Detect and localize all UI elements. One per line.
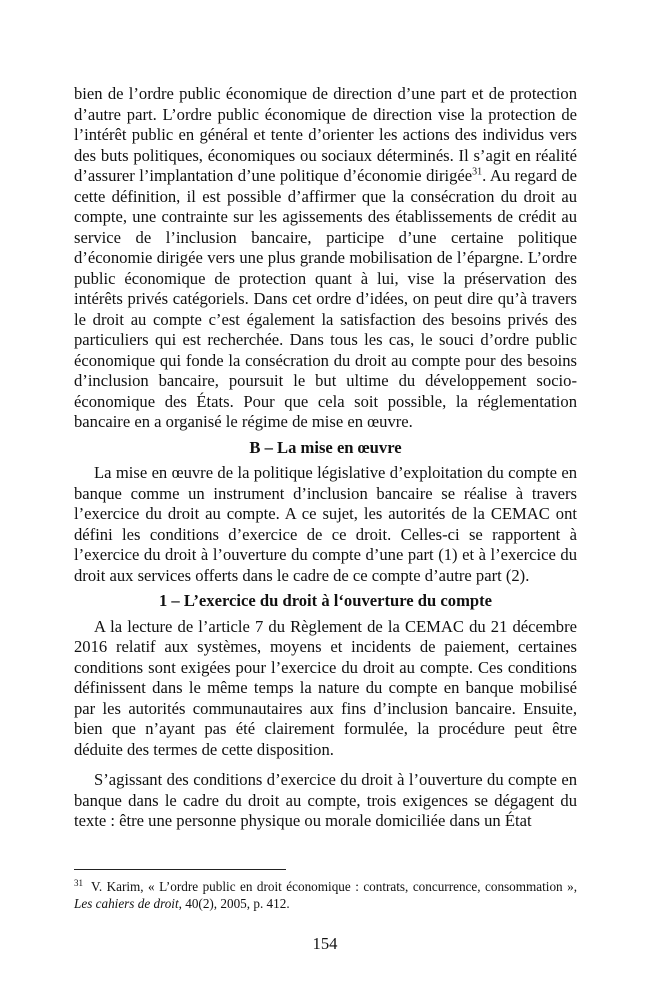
footnote-journal-title: Les cahiers de droit (74, 896, 179, 911)
section-heading-b: B – La mise en œuvre (249, 437, 402, 457)
paragraph-mise-en-oeuvre: La mise en œuvre de la politique législative d’exploitation du compte en banque comme un instrument d’inclusion bancaire se réalise à travers l’exercice du droit au compte. A ce sujet, les autorités de la CEMAC ont défini les conditions d’exercice de ce droit. Celles-ci se rapportent à l’exercice du droit à l’ouverture du compte d’une part (1) et à l’exercice du droit aux services offerts dans le cadre de ce compte d’autre part (2). (74, 463, 577, 585)
paragraph-article-7: A la lecture de l’article 7 du Règlement de la CEMAC du 21 décembre 2016 relatif aux systèmes, moyens et incidents de paiement, certaines conditions sont exigées pour l’exercice du droit au compte. Ces conditions définissent dans le même temps la nature du compte en banque mobilisé par les autorités communautaires aux fins d’inclusion bancaire. Ensuite, bien que n’ayant pas été clairement formulée, la procédure peut être déduite des termes de cette disposition. (74, 616, 577, 759)
paragraph-conditions: S’agissant des conditions d’exercice du droit à l’ouverture du compte en banque dans le cadre du droit au compte, trois exigences se dégagent du texte : être une personne physique ou morale domiciliée dans un État (74, 770, 577, 830)
footnote-text: V. Karim, « L’ordre public en droit économique : contrats, concurrence, consommation », (91, 879, 577, 894)
footnote-reference[interactable]: 31 (472, 166, 483, 178)
footnote-citation-details: , 40(2), 2005, p. 412. (178, 896, 290, 911)
paragraph-ordre-public (74, 84, 577, 433)
footnote-31 (74, 878, 577, 912)
subsection-heading-1: 1 – L’exercice du droit à l‘ouverture du compte (158, 591, 493, 610)
footnote-separator (74, 869, 286, 870)
paragraph-text: bien de l’ordre public économique de direction d’une part et de protection d’autre part. L’ordre public économique de direction vise la protection de l’intérêt public en général et tente d’orienter les actions des individus vers des buts politiques, économiques ou sociaux déterminés. Il s’agit en réalité d’assurer l’implantation d’une politique d’économie dirigée (74, 84, 577, 185)
paragraph-text-continued: . Au regard de cette définition, il est possible d’affirmer que la consécration du droit au compte, une contrainte sur les agissements des établissements de crédit au service de l’inclusion bancaire, participe d’une certaine politique d’économie dirigée vers une plus grande mobilisation de l’épargne. L’ordre public économique de protection quant à lui, vise la préservation des intérêts privés catégoriels. Dans cet ordre d’idées, on peut dire qu’à travers le droit au compte c’est également la satisfaction des besoins privés des particuliers qui est recherchée. Dans tous les cas, le souci d’ordre public économique qui fonde la consécration du droit au compte pour des besoins d’inclusion bancaire, poursuit le but ultime du développement socio-économique des États. Pour que cela soit possible, la réglementation bancaire en a organisé le régime de mise en œuvre. (74, 166, 577, 431)
footnote-number: 31 (74, 877, 83, 888)
page-number: 154 (312, 934, 338, 953)
page-body (74, 84, 577, 832)
